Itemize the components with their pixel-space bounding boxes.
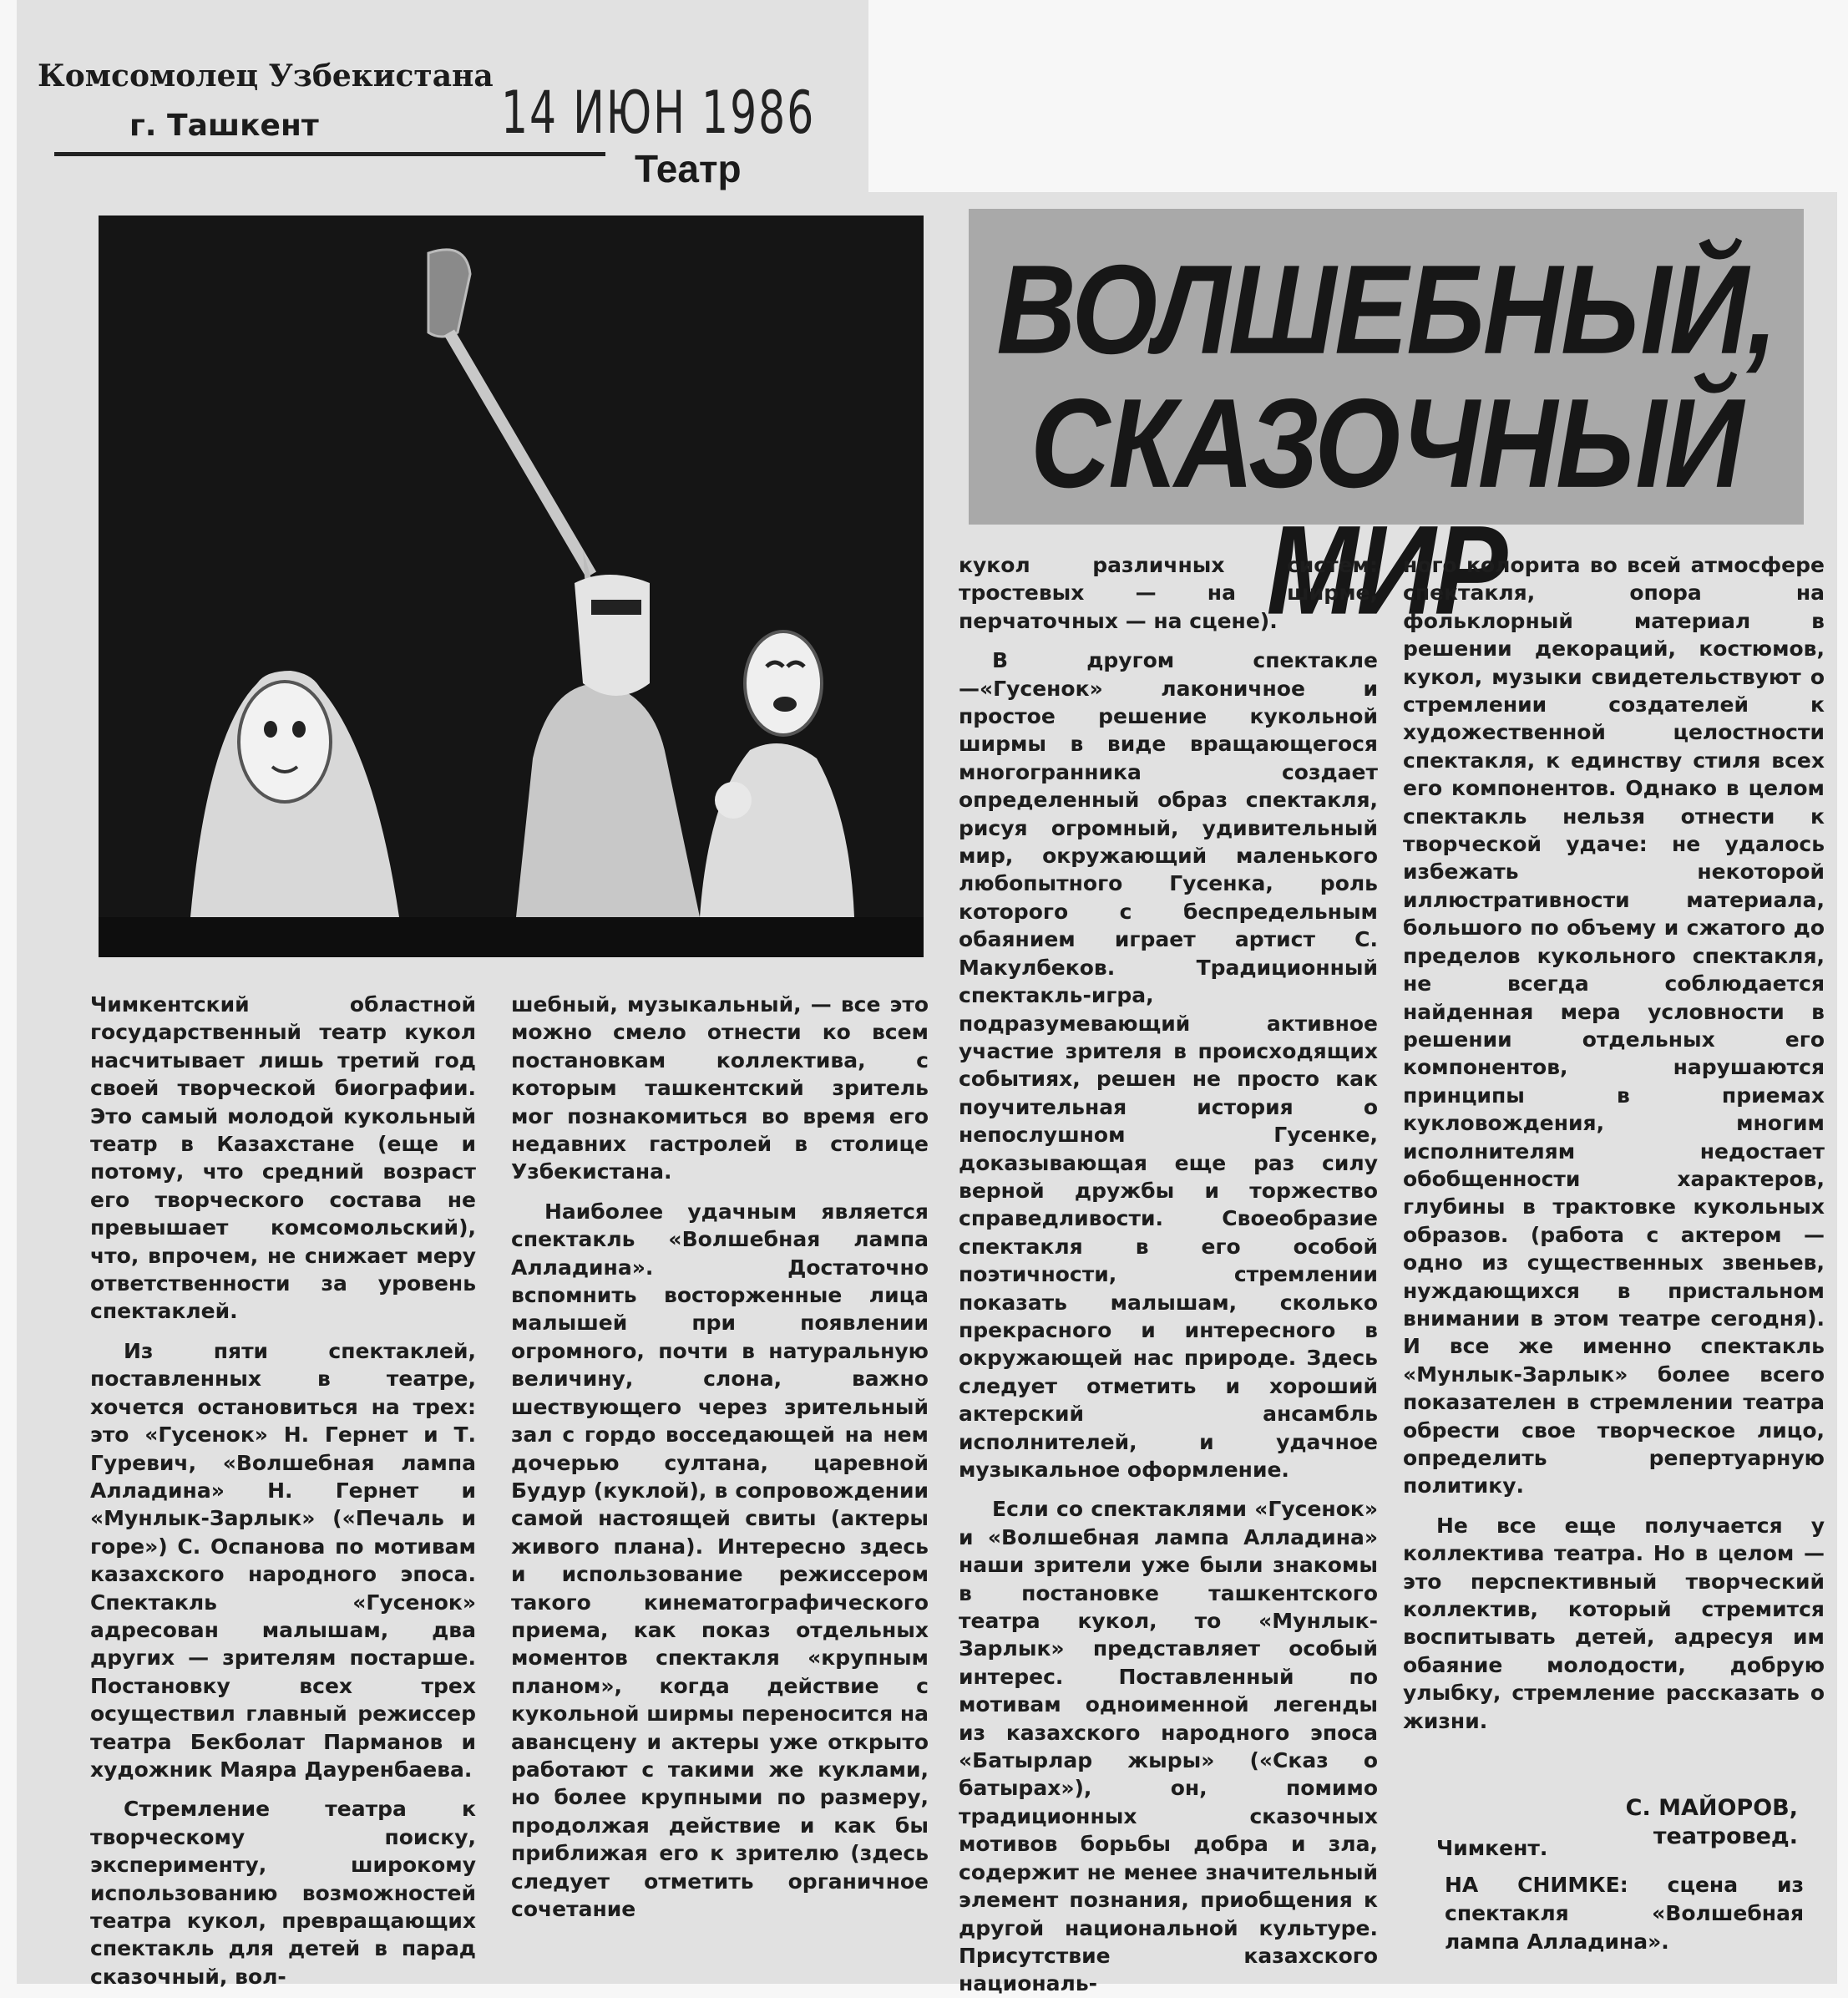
article-column-3 <box>959 551 1378 1998</box>
puppet-scene-icon <box>99 216 924 957</box>
author-role: театровед. <box>1653 1823 1798 1849</box>
paragraph: шебный, музыкальный, — все это можно смело отнести ко всем постановкам коллектива, с которым ташкентский зритель мог познакомиться во время его недавних гастролей в столице Узбекистана. <box>511 992 929 1184</box>
photo-caption <box>1445 1871 1804 1956</box>
section-rubric: Театр <box>635 147 742 190</box>
headline-line-2: СКАЗОЧНЫЙ МИР <box>1030 373 1742 641</box>
article-column-4 <box>1403 551 1825 1735</box>
paragraph: Не все еще получается у коллектива театра. Но в целом — это перспективный творческий коллектив, который стремится воспитывать детей, адресуя им обаяние молодости, добрую улыбку, стремление рассказать о жизни. <box>1403 1513 1825 1733</box>
paragraph: Чимкентский областной государственный театр кукол насчитывает лишь третий год своей творческой биографии. Это самый молодой кукольный театр в Казахстане (еще и потому, что средний возраст его творческого состава не превышает комсомольский), что, впрочем, не снижает меру ответственности за уровень спектаклей. <box>90 992 476 1324</box>
article-column-2 <box>511 991 929 1923</box>
author-name: С. МАЙОРОВ, <box>1625 1795 1798 1821</box>
newspaper-name: Комсомолец Узбекистана <box>38 58 494 94</box>
paragraph: В другом спектакле—«Гусенок» лаконичное и простое решение кукольной ширмы в виде вращающегося многогранника создает определенный образ спектакля, рисуя огромный, удивительный мир, окружающий маленького любопытного Гусенка, роль которого с беспредельным обаянием играет артист С. Макулбеков. Традиционный спектакль-игра, подразумевающий активное участие зрителя в происходящих событиях, решен не просто как поучительная история о непослушном Гусенке, доказывающая еще раз силу верной дружбы и торжество справедливости. Своеобразие спектакля в его особой поэтичности, стремлении показать малышам, сколько прекрасного и интересного в окружающей нас природе. Здесь следует отметить и хороший актерский ансамбль исполнителей, и удачное музыкальное оформление. <box>959 648 1378 1482</box>
date-stamp: 14 ИЮН 1986 <box>501 79 816 148</box>
headline-line-1: ВОЛШЕБНЫЙ, <box>996 238 1776 380</box>
masthead-rule <box>54 152 605 156</box>
caption-text: сцена из спектакля «Волшебная лампа Алладина». <box>1445 1873 1804 1954</box>
paragraph: Если со спектаклями «Гусенок» и «Волшебная лампа Алладина» наши зрители уже были знакомы в постановке ташкентского театра кукол, то «Мунлык-Зарлык» представляет особый интерес. Поставленный по мотивам одноименной легенды из казахского народного эпоса «Батырлар жыры» («Сказ о батырах»), он, помимо традиционных сказочных мотивов борьбы добра и зла, содержит не менее значительный элемент познания, приобщения к другой национальной культуре. Присутствие казахского националь- <box>959 1497 1378 1996</box>
paragraph: кукол различных систем: тростевых — на ширме, перчаточных — на сцене). <box>959 553 1378 633</box>
paragraph: Из пяти спектаклей, поставленных в театре, хочется остановиться на трех: это «Гусенок» Н. Гернет и Т. Гуревич, «Волшебная лампа Алладина» Н. Гернет и «Мунлык-Зарлык» («Печаль и горе») С. Оспанова по мотивам казахского народного эпоса. Спектакль «Гусенок» адресован малышам, два других — зрителям постарше. Постановку всех трех осуществил главный режиссер театра Бекболат Парманов и художник Маяра Дауренбаева. <box>90 1338 476 1782</box>
puppet-scene-photo <box>99 216 924 957</box>
newspaper-city: г. Ташкент <box>129 109 319 143</box>
dateline-place: Чимкент. <box>1436 1836 1548 1860</box>
caption-lead: НА СНИМКЕ: <box>1445 1873 1628 1897</box>
paragraph: Наиболее удачным является спектакль «Волшебная лампа Алладина». Достаточно вспомнить восторженные лица малышей при появлении огромного, почти в натуральную величину, слона, важно шествующего через зрительный зал с гордо восседающей на нем дочерью султана, царевной Будур (куклой), в сопровождении самой настоящей свиты (актеры живого плана). Интересно здесь и использование режиссером такого кинематографического приема, как показ отдельных моментов спектакля «крупным планом», когда действие с кукольной ширмы переносится на авансцену и актеры уже открыто работают с такими же куклами, но более крупными по размеру, продолжая действие и как бы приближая его к зрителю (здесь следует отметить органичное сочетание <box>511 1199 929 1921</box>
clipping-cutout <box>868 0 1837 192</box>
article-column-1 <box>90 991 476 1990</box>
paragraph: Стремление театра к творческому поиску, эксперименту, широкому использованию возможностей театра кукол, превращающих спектакль для детей в парад сказочный, вол- <box>90 1797 476 1989</box>
paragraph: ного колорита во всей атмосфере спектакля, опора на фольклорный материал в решении декораций, костюмов, кукол, музыки свидетельствуют о стремлении создателей к художественной целостности спектакля, к единству стиля всех его компонентов. Однако в целом спектакль нельзя отнести к творческой удаче: не удалось избежать некоторой иллюстративности материала, большого по объему и сжатого до пределов кукольного спектакля, не всегда соблюдается найденная мера условности в решении отдельных его компонентов, нарушаются принципы в приемах кукловождения, многим исполнителям недостает обобщенности характеров, глубины в трактовке кукольных образов. (работа с актером — одно из существенных звеньев, нуждающихся в пристальном внимании в этом театре сегодня). И все же именно спектакль «Мунлык-Зарлык» более всего показателен в стремлении театра обрести свое творческое лицо, определить репертуарную политику. <box>1403 553 1825 1498</box>
